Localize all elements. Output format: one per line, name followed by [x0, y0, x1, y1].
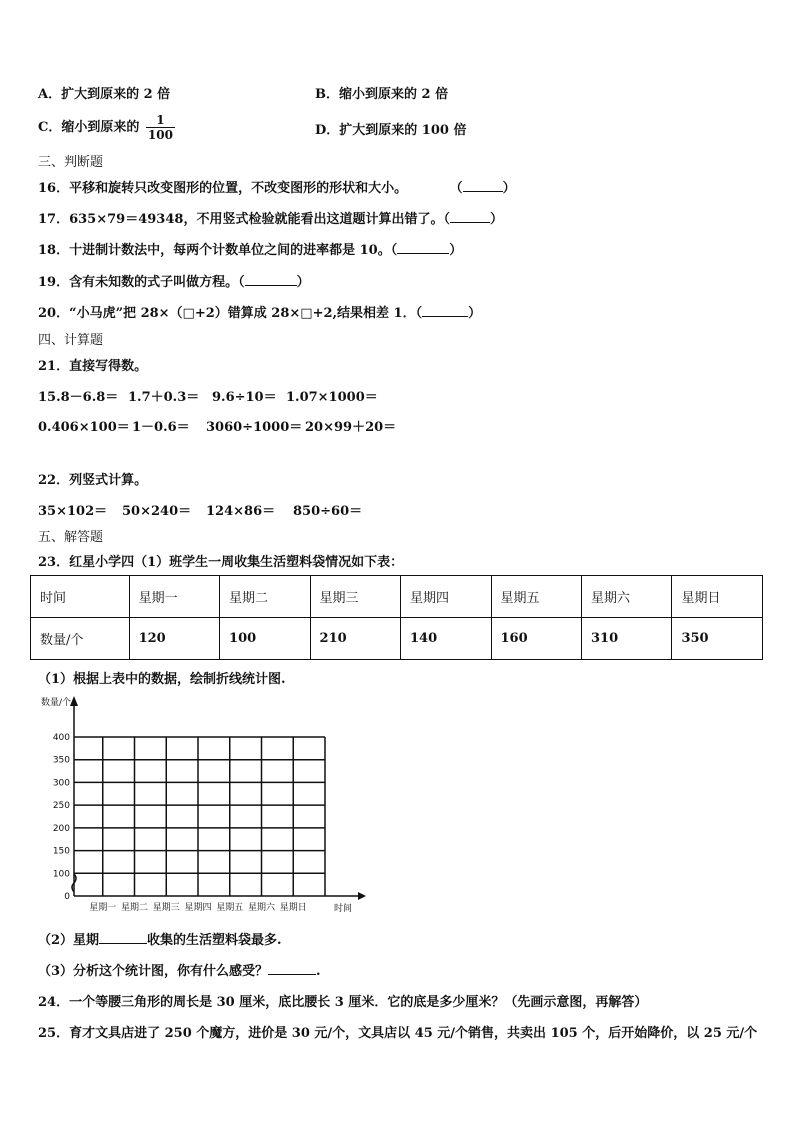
- y-tick-label: 150: [52, 846, 70, 857]
- x-tick-label: 星期四: [184, 903, 212, 913]
- question-17: [38, 208, 503, 227]
- q22-expr-2: 50×240＝: [122, 504, 192, 519]
- x-axis-arrow: [358, 892, 366, 900]
- question-20-text: 20．“小马虎”把 28×（□+2）错算成 28×□+2,结果相差 1．: [38, 306, 416, 321]
- question-20: [38, 302, 481, 321]
- option-c-text: C．缩小到原来的: [38, 120, 140, 135]
- y-tick-label: 250: [52, 801, 70, 812]
- x-tick-label: 星期五: [216, 903, 244, 913]
- answer-paren-close: ）: [296, 275, 310, 290]
- answer-blank-19[interactable]: [245, 273, 297, 286]
- question-23-part-2: [38, 929, 282, 948]
- question-24: 24．一个等腰三角形的周长是 30 厘米，底比腰长 3 厘米．它的底是多少厘米？（先画示意图，再解答）: [38, 995, 648, 1010]
- y-tick-label: 400: [52, 733, 70, 743]
- section-title-solutions: 五、解答题: [38, 530, 104, 545]
- question-23-part-2-pre: （2）星期: [38, 933, 100, 948]
- question-23-part-3-text: （3）分析这个统计图，你有什么感受？: [38, 964, 269, 979]
- answer-blank-20[interactable]: [422, 304, 468, 317]
- table-value-cell: 160: [491, 618, 581, 660]
- x-tick-label: 星期二: [120, 903, 149, 913]
- answer-paren-open: （: [443, 212, 450, 227]
- question-19: [38, 271, 310, 290]
- question-23-part-2-post: 收集的生活塑料袋最多.: [147, 933, 282, 948]
- fraction-numerator: 1: [146, 113, 175, 128]
- table-value-cell: 140: [401, 618, 491, 660]
- answer-blank-23-2[interactable]: [99, 931, 147, 944]
- table-header-cell: 数量/个: [31, 618, 130, 660]
- x-tick-label: 星期一: [89, 903, 117, 913]
- answer-blank-17[interactable]: [450, 210, 490, 223]
- question-25: 25．育才文具店进了 250 个魔方，进价是 30 元/个，文具店以 45 元/个销售，共卖出 105 个，后开始降价，以 25 元/个: [38, 1026, 758, 1041]
- x-axis-label: 时间: [334, 904, 353, 914]
- y-tick-label: 200: [52, 823, 70, 834]
- y-tick-label: 350: [52, 755, 70, 766]
- answer-paren-close: ）: [449, 243, 463, 258]
- question-21: 21．直接写得数。: [38, 359, 148, 374]
- table-day-cell: 星期四: [401, 576, 491, 618]
- y-tick-label: 300: [52, 778, 70, 789]
- answer-paren-close: ）: [502, 181, 516, 196]
- answer-paren-open: （: [415, 306, 423, 321]
- table-day-cell: 星期二: [220, 576, 310, 618]
- q21-expr-6: 1－0.6＝: [132, 420, 190, 435]
- q22-expr-3: 124×86＝: [206, 504, 276, 519]
- x-tick-label: 星期三: [152, 903, 180, 913]
- table-value-cell: 310: [581, 618, 671, 660]
- q21-expr-4: 1.07×1000＝: [286, 390, 378, 405]
- option-c: [38, 113, 175, 142]
- question-22: 22．列竖式计算。: [38, 473, 148, 488]
- question-23-part-3: [38, 960, 321, 979]
- option-d: D．扩大到原来的 100 倍: [315, 123, 467, 138]
- y-tick-label: 0: [64, 892, 70, 902]
- table-day-cell: 星期日: [672, 576, 763, 618]
- q21-expr-8: 20×99＋20＝: [305, 420, 397, 435]
- answer-paren-close: ）: [489, 212, 503, 227]
- table-day-cell: 星期三: [310, 576, 400, 618]
- table-value-cell: 210: [310, 618, 400, 660]
- question-18: [38, 239, 462, 258]
- table-value-cell: 120: [129, 618, 219, 660]
- table-day-cell: 星期六: [581, 576, 671, 618]
- table-value-cell: 100: [220, 618, 310, 660]
- question-18-text: 18．十进制计数法中，每两个计数单位之间的进率都是 10。: [38, 243, 391, 258]
- q21-expr-1: 15.8－6.8＝: [38, 390, 119, 405]
- answer-paren-open: （: [390, 243, 398, 258]
- answer-paren-open: （: [238, 275, 245, 290]
- table-header-cell: 时间: [31, 576, 130, 618]
- table-row: [31, 576, 763, 618]
- y-axis-label: 数量/个: [41, 698, 72, 708]
- answer-blank-18[interactable]: [397, 241, 449, 254]
- table-row: [31, 618, 763, 660]
- question-16-text: 16．平移和旋转只改变图形的位置，不改变图形的形状和大小。: [38, 181, 408, 196]
- q21-expr-7: 3060÷1000＝: [206, 420, 303, 435]
- q21-expr-3: 9.6÷10＝: [212, 390, 277, 405]
- question-23-part-3-end: .: [316, 964, 321, 979]
- table-value-cell: 350: [672, 618, 763, 660]
- question-23-part-1: （1）根据上表中的数据，绘制折线统计图.: [38, 672, 286, 687]
- data-table: [30, 575, 763, 660]
- section-title-judgment: 三、判断题: [38, 155, 104, 170]
- fraction: [146, 113, 175, 142]
- answer-blank-23-3[interactable]: [268, 962, 316, 975]
- q22-expr-1: 35×102＝: [38, 504, 108, 519]
- question-16: [38, 177, 516, 196]
- question-19-text: 19．含有未知数的式子叫做方程。: [38, 275, 239, 290]
- answer-blank-16[interactable]: [463, 179, 503, 192]
- answer-paren-close: ）: [468, 306, 482, 321]
- answer-paren-open: （: [449, 181, 463, 196]
- line-chart-grid[interactable]: [36, 690, 366, 920]
- section-title-calculation: 四、计算题: [38, 333, 104, 348]
- q21-expr-2: 1.7＋0.3＝: [128, 390, 200, 405]
- q22-expr-4: 850÷60＝: [293, 504, 363, 519]
- question-23: 23．红星小学四（1）班学生一周收集生活塑料袋情况如下表：: [38, 555, 404, 570]
- table-day-cell: 星期五: [491, 576, 581, 618]
- q21-expr-5: 0.406×100＝: [38, 420, 130, 435]
- x-tick-label: 星期六: [247, 903, 276, 913]
- question-17-text: 17．635×79＝49348，不用竖式检验就能看出这道题计算出错了。: [38, 212, 444, 227]
- fraction-denominator: 100: [147, 128, 173, 142]
- x-tick-label: 星期日: [279, 903, 307, 913]
- y-tick-label: 100: [52, 869, 70, 880]
- option-a: A．扩大到原来的 2 倍: [38, 87, 171, 102]
- option-b: B．缩小到原来的 2 倍: [315, 87, 449, 102]
- table-day-cell: 星期一: [129, 576, 219, 618]
- y-axis-arrow: [70, 696, 78, 706]
